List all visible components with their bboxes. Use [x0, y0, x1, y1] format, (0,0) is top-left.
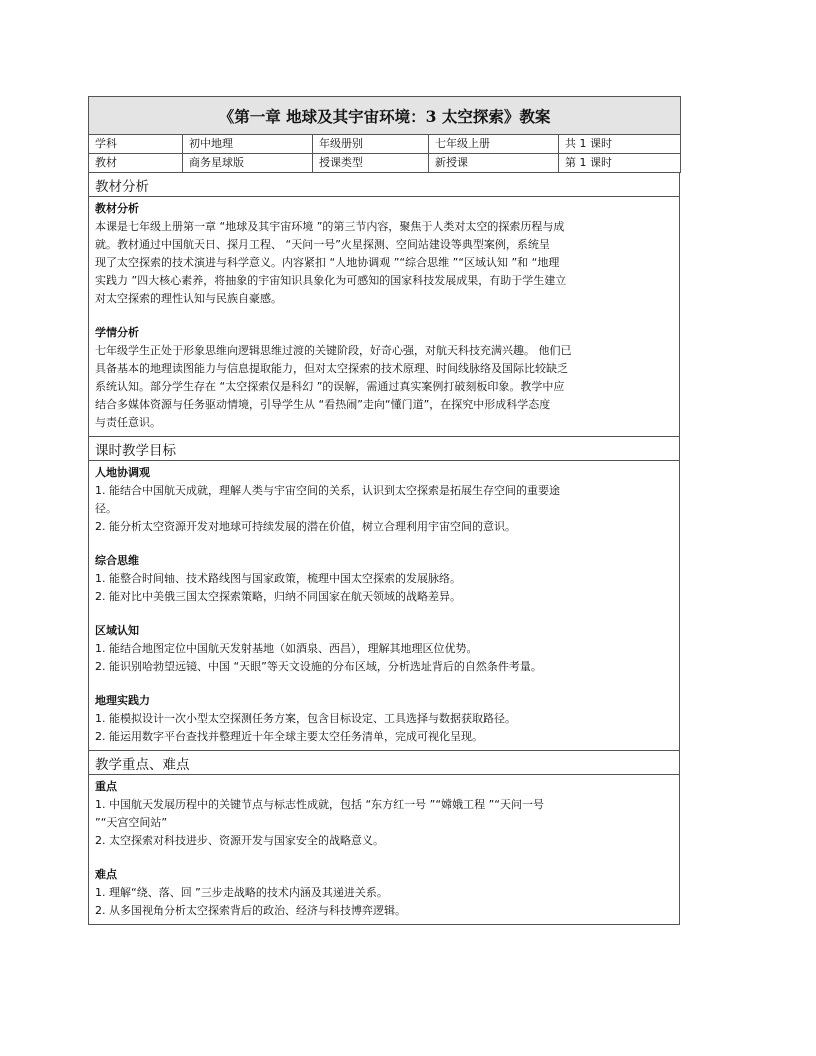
difficulty-item: 2. 从多国视角分析太空探索背后的政治、经济与科技博弈逻辑。 [95, 904, 406, 917]
analysis-section [88, 173, 680, 437]
section-heading: 教学重点、难点 [89, 751, 679, 775]
focus-title: 重点 [95, 780, 117, 793]
student-analysis-line: 具备基本的地理读图能力与信息提取能力，但对太空探索的技术原理、时间线脉络及国际比较缺乏 [95, 362, 568, 375]
current-hour: 第 1 课时 [559, 154, 681, 173]
total-hours: 共 1 课时 [559, 135, 681, 154]
subject-label: 学科 [89, 135, 183, 154]
focus-item: 2. 太空探索对科技进步、资源开发与国家安全的战略意义。 [95, 834, 384, 847]
student-analysis-line: 七年级学生正处于形象思维向逻辑思维过渡的关键阶段，好奇心强，对航天科技充满兴趣。 他们已 [95, 344, 572, 357]
keypoints-section [88, 751, 680, 925]
textbook-analysis-line: 现了太空探索的技术演进与科学意义。内容紧扣 “人地协调观 ”“综合思维 ”“区域认知 ”和 “地理 [95, 256, 560, 269]
difficulty-title: 难点 [95, 868, 117, 881]
textbook-analysis-subheading: 教材分析 [95, 202, 139, 215]
textbook-label: 教材 [89, 154, 183, 173]
objective-item: 1. 能模拟设计一次小型太空探测任务方案，包含目标设定、工具选择与数据获取路径。 [95, 712, 516, 725]
grade-value: 七年级上册 [429, 135, 559, 154]
textbook-analysis-line: 就。教材通过中国航天日、探月工程、 “天问一号”火星探测、空间站建设等典型案例，系统呈 [95, 238, 550, 251]
focus-item: ”“天宫空间站” [95, 816, 168, 829]
focus-item: 1. 中国航天发展历程中的关键节点与标志性成就，包括 “东方红一号 ”“嫦娥工程 ”“天问一号 [95, 798, 544, 811]
student-analysis-line: 结合多媒体资源与任务驱动情境，引导学生从 “看热闹”走向“懂门道”，在探究中形成科学态度 [95, 398, 551, 411]
objective-item: 径。 [95, 502, 117, 515]
objective-item: 2. 能识别哈勃望远镜、中国 “天眼”等天文设施的分布区域，分析选址背后的自然条件考量。 [95, 660, 542, 673]
student-analysis-line: 与责任意识。 [95, 416, 161, 429]
textbook-analysis-line: 实践力 ”四大核心素养，将抽象的宇宙知识具象化为可感知的国家科技发展成果，有助于学生建立 [95, 274, 567, 287]
textbook-analysis-line: 本课是七年级上册第一章 “地球及其宇宙环境 ”的第三节内容，聚焦于人类对太空的探索历程与成 [95, 220, 565, 233]
lesson-plan-page [88, 96, 680, 925]
objective-group-title: 地理实践力 [95, 694, 150, 707]
student-analysis-line: 系统认知。部分学生存在 “太空探索仅是科幻 ”的误解，需通过真实案例打破刻板印象。教学中应 [95, 380, 565, 393]
objective-item: 2. 能对比中美俄三国太空探索策略，归纳不同国家在航天领域的战略差异。 [95, 590, 461, 603]
objective-group-title: 综合思维 [95, 554, 139, 567]
section-heading: 教材分析 [89, 173, 679, 197]
objectives-section [88, 437, 680, 751]
grade-label: 年级册别 [313, 135, 429, 154]
textbook-value: 商务星球版 [183, 154, 313, 173]
textbook-analysis-line: 对太空探索的理性认知与民族自豪感。 [95, 292, 282, 305]
lesson-info-table [88, 96, 681, 173]
lesson-type-value: 新授课 [429, 154, 559, 173]
section-heading: 课时教学目标 [89, 437, 679, 461]
objective-item: 1. 能整合时间轴、技术路线图与国家政策，梳理中国太空探索的发展脉络。 [95, 572, 461, 585]
info-row [89, 154, 681, 173]
document-title: 《第一章 地球及其宇宙环境：3 太空探索》教案 [89, 97, 681, 135]
objective-item: 1. 能结合中国航天成就，理解人类与宇宙空间的关系，认识到太空探索是拓展生存空间的重要途 [95, 484, 560, 497]
objective-item: 2. 能分析太空资源开发对地球可持续发展的潜在价值，树立合理利用宇宙空间的意识。 [95, 520, 516, 533]
student-analysis-subheading: 学情分析 [95, 326, 139, 339]
lesson-type-label: 授课类型 [313, 154, 429, 173]
objective-group-title: 人地协调观 [95, 466, 150, 479]
objective-item: 2. 能运用数字平台查找并整理近十年全球主要太空任务清单，完成可视化呈现。 [95, 730, 483, 743]
objective-group-title: 区域认知 [95, 624, 139, 637]
difficulty-item: 1. 理解“绕、落、回 ”三步走战略的技术内涵及其递进关系。 [95, 886, 388, 899]
info-row [89, 135, 681, 154]
objective-item: 1. 能结合地图定位中国航天发射基地（如酒泉、西昌），理解其地理区位优势。 [95, 642, 478, 655]
subject-value: 初中地理 [183, 135, 313, 154]
